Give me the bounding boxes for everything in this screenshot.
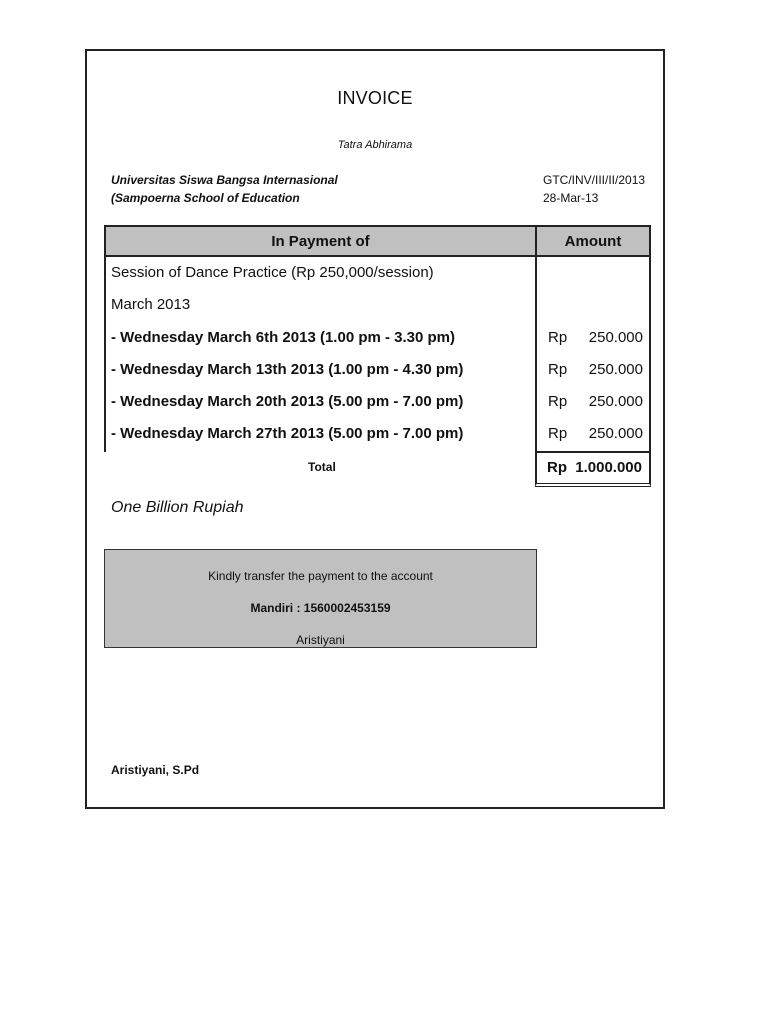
row-description: - Wednesday March 6th 2013 (1.00 pm - 3.30 pm) [111, 329, 456, 346]
account-holder: Aristiyani [296, 633, 345, 647]
column-header-description: In Payment of [106, 227, 537, 255]
invoice-title: INVOICE [337, 88, 413, 108]
invoice-table [104, 225, 651, 476]
total-currency: Rp [547, 459, 567, 476]
institution-line-1: Universitas Siswa Bangsa Internasional [111, 173, 338, 187]
total-amount-box [535, 451, 651, 487]
institution-line-2: (Sampoerna School of Education [111, 191, 300, 205]
row-currency: Rp [548, 361, 568, 378]
invoice-reference: GTC/INV/III/II/2013 [543, 173, 646, 187]
invoice-date: 28-Mar-13 [543, 191, 599, 205]
invoice-sheet [85, 49, 665, 809]
table-row [104, 354, 651, 386]
row-amount: 250.000 [588, 393, 643, 410]
bank-account: Mandiri : 1560002453159 [250, 601, 391, 615]
row-amount: 250.000 [588, 329, 643, 346]
table-header [104, 225, 651, 257]
row-description: - Wednesday March 13th 2013 (1.00 pm - 4.30 pm) [111, 361, 464, 378]
table-row [104, 386, 651, 418]
table-body [104, 257, 651, 451]
column-header-amount: Amount [564, 232, 622, 250]
table-row [104, 289, 651, 321]
row-description: Session of Dance Practice (Rp 250,000/session) [111, 264, 434, 281]
payment-instructions-box [104, 549, 537, 648]
row-description: March 2013 [111, 296, 191, 313]
table-row [104, 322, 651, 354]
amount-in-words: One Billion Rupiah [111, 499, 244, 516]
table-row [104, 418, 651, 450]
row-currency: Rp [548, 393, 568, 410]
row-description: - Wednesday March 27th 2013 (5.00 pm - 7.00 pm) [111, 425, 464, 442]
row-description: - Wednesday March 20th 2013 (5.00 pm - 7.00 pm) [111, 393, 464, 410]
total-label: Total [308, 460, 336, 474]
recipient-name: Tatra Abhirama [337, 139, 413, 151]
row-amount: 250.000 [588, 425, 643, 442]
row-currency: Rp [548, 425, 568, 442]
table-row [104, 257, 651, 289]
signature-name: Aristiyani, S.Pd [111, 763, 200, 777]
row-currency: Rp [548, 329, 568, 346]
payment-instruction: Kindly transfer the payment to the account [208, 569, 433, 583]
total-amount: 1.000.000 [575, 459, 642, 476]
row-amount: 250.000 [588, 361, 643, 378]
